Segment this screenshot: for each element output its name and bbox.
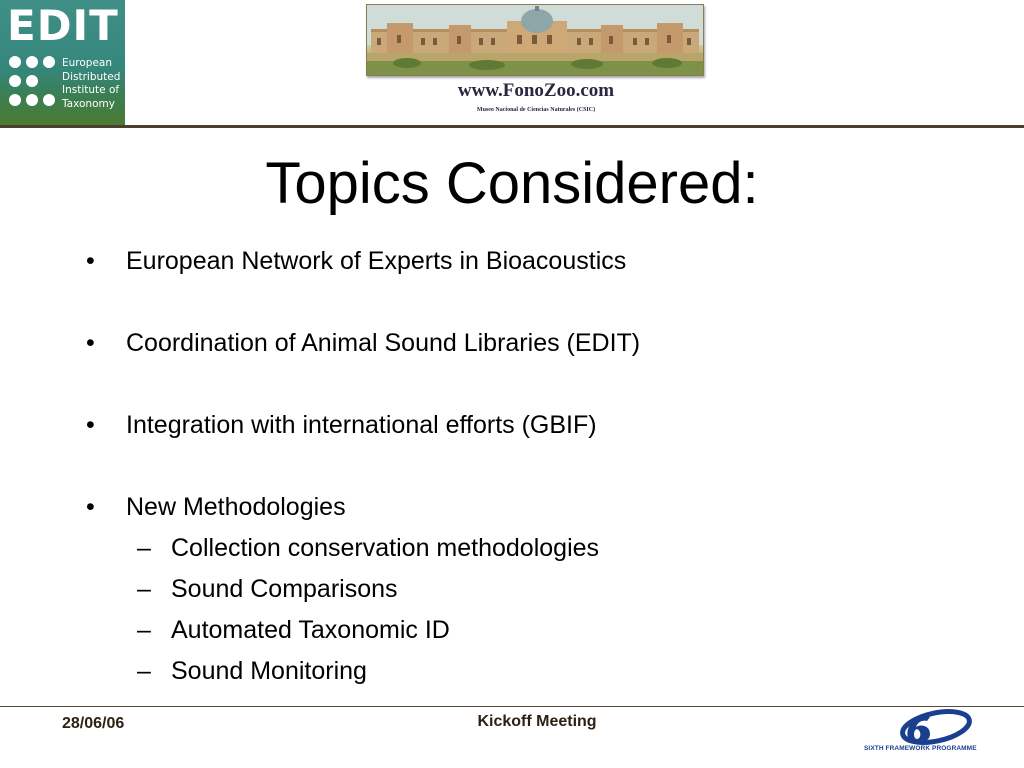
- sub-bullet-item: [137, 575, 398, 604]
- footer-divider: [0, 706, 1024, 707]
- sub-bullet-marker: –: [137, 657, 151, 685]
- edit-logo-word: EDIT: [7, 1, 119, 50]
- footer-event-title: Kickoff Meeting: [477, 713, 597, 730]
- edit-logo-name-line: Taxonomy: [62, 97, 115, 110]
- sub-bullet-text: Automated Taxonomic ID: [171, 616, 450, 644]
- bullet-text: Coordination of Animal Sound Libraries (EDIT): [126, 329, 641, 357]
- museum-banner-image: [366, 4, 704, 76]
- bullet-marker: •: [86, 411, 95, 439]
- edit-logo: [0, 0, 125, 126]
- edit-logo-name-line: European: [62, 57, 113, 69]
- slide-title: Topics Considered:: [265, 151, 759, 216]
- bullet-marker: •: [86, 329, 95, 357]
- sub-bullet-item: [137, 616, 450, 645]
- banner-url: www.FonoZoo.com: [457, 80, 615, 101]
- bullet-item: [86, 247, 626, 276]
- bullet-text: Integration with international efforts (GBIF): [126, 411, 597, 439]
- sub-bullet-item: [137, 657, 367, 686]
- bullet-marker: •: [86, 247, 95, 275]
- edit-logo-dots-icon: [9, 56, 57, 106]
- banner-subtitle: Museo Nacional de Ciencias Naturales (CSIC): [476, 107, 596, 113]
- fp6-programme-label: SIXTH FRAMEWORK PROGRAMME: [864, 745, 977, 752]
- bullet-item: [86, 411, 597, 440]
- sub-bullet-marker: –: [137, 616, 151, 644]
- edit-logo-name-line: Institute of: [62, 84, 120, 96]
- bullet-text: European Network of Experts in Bioacoustics: [126, 247, 627, 275]
- sub-bullet-text: Sound Monitoring: [171, 657, 367, 685]
- edit-logo-name: [62, 57, 124, 111]
- sub-bullet-text: Collection conservation methodologies: [171, 534, 600, 562]
- sub-bullet-marker: –: [137, 534, 151, 562]
- bullet-item: [86, 329, 640, 358]
- bullet-item: [86, 493, 346, 522]
- sub-bullet-marker: –: [137, 575, 151, 603]
- bullet-text: New Methodologies: [126, 493, 346, 521]
- museum-building-illustration: [367, 5, 703, 75]
- edit-logo-name-line: Distributed: [62, 70, 121, 83]
- sub-bullet-item: [137, 534, 599, 563]
- footer-date: 28/06/06: [62, 715, 125, 732]
- sub-bullet-text: Sound Comparisons: [171, 575, 398, 603]
- header-divider: [0, 125, 1024, 128]
- bullet-marker: •: [86, 493, 95, 521]
